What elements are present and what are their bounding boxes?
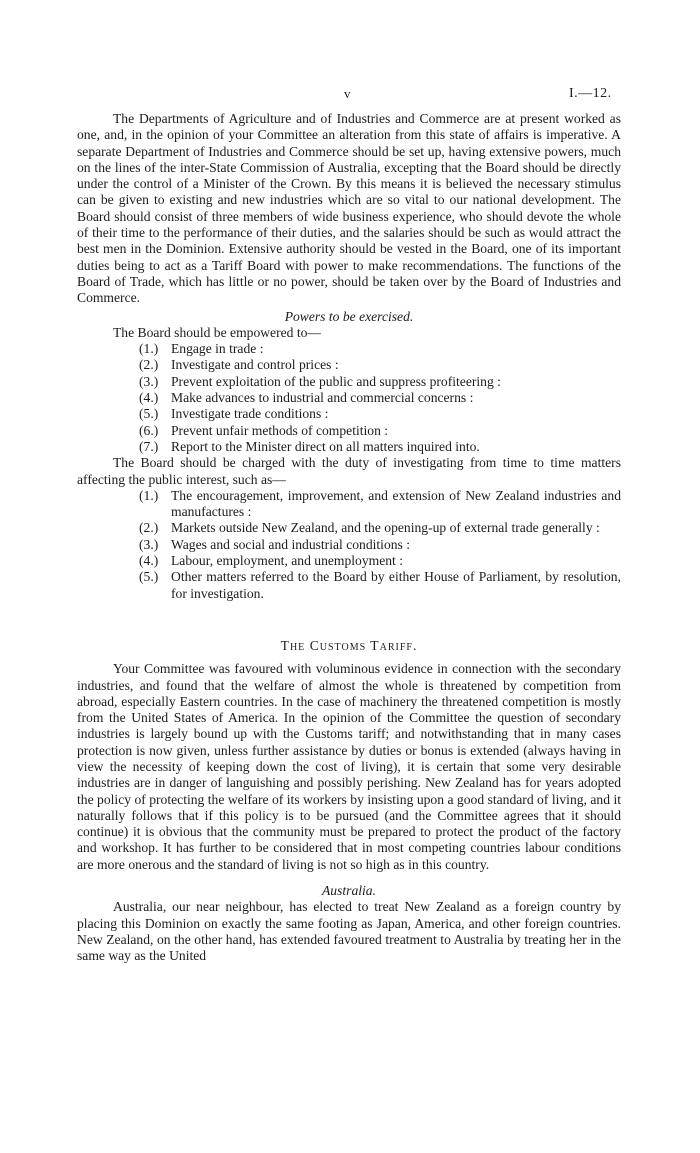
- australia-heading: Australia.: [321, 883, 376, 899]
- list-item: [77, 406, 621, 422]
- item-number: (3.): [139, 373, 159, 389]
- duty-lead: The Board should be charged with the duty of investigating from time to time matters affecting the public interest, such as—: [77, 455, 621, 487]
- list-item: [77, 341, 621, 357]
- item-text: Investigate and control prices :: [171, 357, 339, 373]
- item-text: Wages and social and industrial conditions :: [171, 536, 411, 552]
- powers-lead: The Board should be empowered to—: [113, 324, 322, 340]
- item-text: Engage in trade :: [171, 341, 264, 357]
- item-text: Make advances to industrial and commercial concerns :: [171, 390, 474, 406]
- list-item: [77, 439, 621, 455]
- list-item: [77, 423, 621, 439]
- powers-list: [77, 341, 621, 455]
- list-item: [77, 390, 621, 406]
- list-item: [77, 569, 621, 602]
- duty-list: [77, 488, 621, 602]
- powers-heading: Powers to be exercised.: [284, 308, 414, 324]
- item-number: (1.): [139, 487, 159, 503]
- item-number: (2.): [139, 357, 159, 373]
- item-text: Investigate trade conditions :: [171, 406, 329, 422]
- item-text: Report to the Minister direct on all matters inquired into.: [171, 438, 480, 454]
- customs-paragraph: Your Committee was favoured with voluminous evidence in connection with the secondary industries, and found that the welfare of almost the whole is threatened by competition from abroad, especially Eastern countries. In the case of machinery the threatened competition is mostly from the United States of America. In the opinion of the Committee the question of secondary industries is largely bound up with the Customs tariff; and notwithstanding that in many cases protection is now given, unless further assistance by duties or bonus is extended (always having in view the necessity of keeping down the cost of living), it is certain that some very desirable industries are in danger of languishing and possibly perishing. New Zealand has for years adopted the policy of protecting the welfare of its workers by insisting upon a good standard of living, and it naturally follows that if this policy is to be pursued (and the Committee agrees that it should continue) it is obvious that the community must be prepared to protect the product of the factory and workshop. It has further to be considered that in most competing countries labour conditions are more onerous and the standard of living is not so high as in this country.: [77, 661, 621, 872]
- page-body: [77, 111, 621, 965]
- australia-paragraph: Australia, our near neighbour, has elected to treat New Zealand as a foreign country by placing this Dominion on exactly the same footing as Japan, America, and other foreign countries. New Zealand, on the other hand, has extended favoured treatment to Australia by treating her in the same way as the United: [77, 899, 621, 964]
- intro-paragraph: The Departments of Agriculture and of Industries and Commerce are at present worked as one, and, in the opinion of your Committee an alteration from this state of affairs is imperative. A separate Department of Industries and Commerce should be set up, having extensive powers, much on the lines of the inter-State Commission of Australia, excepting that the Board should be directly under the control of a Minister of the Crown. By this means it is believed the necessary stimulus can be given to existing and new industries which are so vital to our national development. The Board should consist of three members of wide business experience, who should devote the whole of their time to the performance of their duties, and the salaries should be such as would attract the best men in the Dominion. Extensive authority should be vested in the Board, one of its important duties being to act as a Tariff Board with power to make recommendations. The functions of the Board of Trade, which has little or no power, should be taken over by the Board of Industries and Commerce.: [77, 111, 621, 306]
- page-number: v: [344, 86, 351, 101]
- customs-heading: The Customs Tariff.: [280, 637, 418, 653]
- list-item: [77, 520, 621, 536]
- item-text: Other matters referred to the Board by either House of Parliament, by resolution, for investigation.: [171, 569, 621, 601]
- list-item: [77, 553, 621, 569]
- item-number: (5.): [139, 406, 159, 422]
- list-item: [77, 537, 621, 553]
- item-number: (5.): [139, 569, 159, 585]
- item-number: (3.): [139, 536, 159, 552]
- item-text: Prevent exploitation of the public and suppress profiteering :: [171, 373, 501, 389]
- item-text: Markets outside New Zealand, and the opening-up of external trade generally :: [171, 520, 600, 536]
- item-text: Labour, employment, and unemployment :: [171, 553, 404, 569]
- page-header: [0, 86, 700, 104]
- list-item: [77, 374, 621, 390]
- list-item: [77, 357, 621, 373]
- item-text: The encouragement, improvement, and extension of New Zealand industries and manufactures :: [171, 487, 621, 520]
- list-item: [77, 488, 621, 521]
- item-number: (6.): [139, 422, 159, 438]
- item-number: (4.): [139, 553, 159, 569]
- item-number: (4.): [139, 390, 159, 406]
- item-text: Prevent unfair methods of competition :: [171, 422, 389, 438]
- item-number: (1.): [139, 341, 159, 357]
- item-number: (2.): [139, 520, 159, 536]
- item-number: (7.): [139, 438, 159, 454]
- document-reference: I.—12.: [569, 86, 612, 101]
